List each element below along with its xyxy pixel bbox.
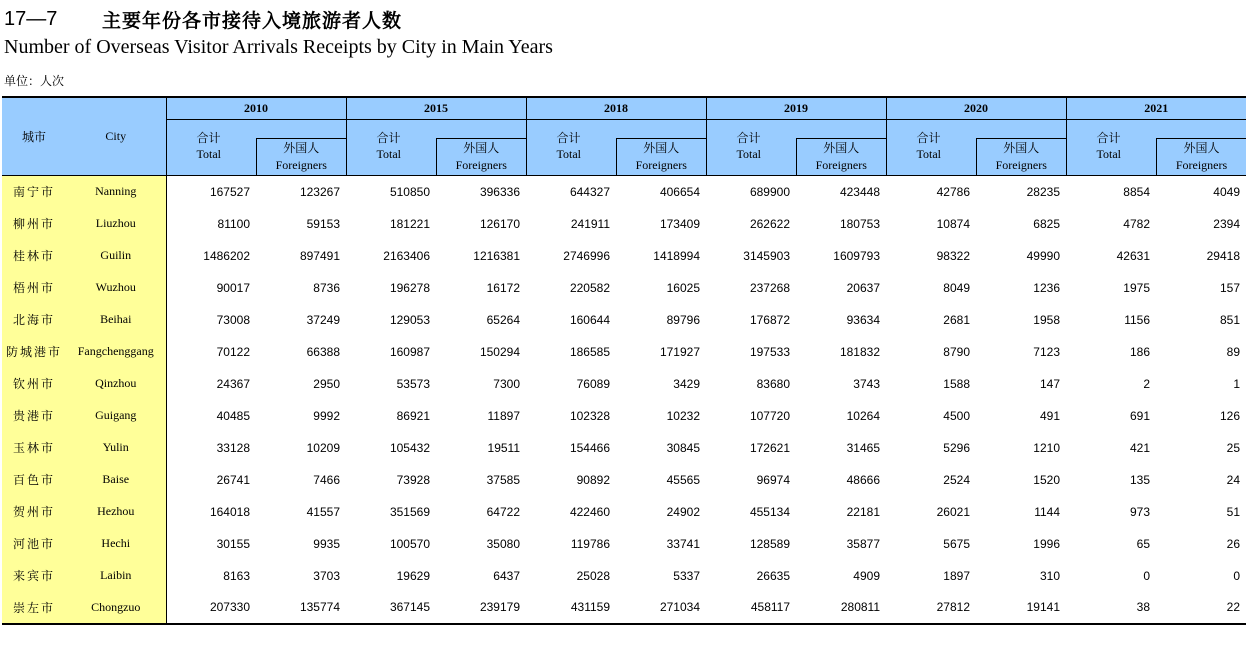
total-cell: 5675 bbox=[943, 536, 970, 551]
city-name-en: Beihai bbox=[66, 304, 166, 336]
foreigners-cell: 180753 bbox=[839, 216, 880, 231]
total-cell: 167527 bbox=[209, 184, 250, 199]
foreigners-cell: 30845 bbox=[666, 440, 700, 455]
foreigners-cell: 3743 bbox=[853, 376, 880, 391]
total-cell: 33128 bbox=[216, 440, 250, 455]
foreigners-cell: 3429 bbox=[673, 376, 700, 391]
city-name-en: Chongzuo bbox=[66, 592, 166, 624]
foreigners-cell: 19511 bbox=[487, 440, 520, 455]
total-cell: 237268 bbox=[749, 280, 790, 295]
unit-label: 单位：人次 bbox=[4, 74, 65, 88]
table-row bbox=[2, 560, 1246, 592]
foreigners-cell: 66388 bbox=[306, 344, 340, 359]
total-cell: 83680 bbox=[756, 376, 790, 391]
foreigners-cell: 9992 bbox=[313, 408, 340, 423]
total-cell: 3145903 bbox=[743, 248, 790, 263]
city-name-en: Yulin bbox=[66, 432, 166, 464]
foreigners-cell: 33741 bbox=[666, 536, 700, 551]
foreigners-cell: 24902 bbox=[666, 504, 700, 519]
foreigners-header-en: Foreigners bbox=[275, 158, 327, 172]
total-header-en: Total bbox=[196, 147, 221, 161]
total-cell: 689900 bbox=[749, 184, 790, 199]
total-cell: 2 bbox=[1143, 376, 1150, 391]
foreigners-cell: 16025 bbox=[666, 280, 700, 295]
total-cell: 691 bbox=[1129, 408, 1150, 423]
city-name-cn: 北海市 bbox=[2, 304, 66, 336]
foreigners-cell: 37585 bbox=[486, 472, 520, 487]
foreigners-header bbox=[616, 120, 706, 176]
city-name-cn: 崇左市 bbox=[2, 592, 66, 624]
foreigners-cell: 126 bbox=[1219, 408, 1240, 423]
total-cell: 96974 bbox=[756, 472, 790, 487]
foreigners-cell: 310 bbox=[1039, 568, 1060, 583]
total-header-cn: 合计 bbox=[556, 131, 581, 145]
year-header: 2019 bbox=[706, 97, 886, 120]
foreigners-cell: 126170 bbox=[479, 216, 520, 231]
total-header bbox=[706, 120, 796, 176]
total-cell: 24367 bbox=[216, 376, 250, 391]
table-row bbox=[2, 528, 1246, 560]
total-header-cn: 合计 bbox=[196, 131, 221, 145]
total-cell: 102328 bbox=[569, 408, 610, 423]
total-cell: 135 bbox=[1129, 472, 1150, 487]
total-cell: 90017 bbox=[216, 280, 250, 295]
foreigners-cell: 123267 bbox=[299, 184, 340, 199]
total-cell: 351569 bbox=[389, 504, 430, 519]
total-cell: 76089 bbox=[576, 376, 610, 391]
data-table bbox=[2, 96, 1246, 625]
city-name-cn: 钦州市 bbox=[2, 368, 66, 400]
city-name-cn: 南宁市 bbox=[2, 176, 66, 208]
foreigners-cell: 150294 bbox=[479, 344, 520, 359]
foreigners-cell: 93634 bbox=[846, 312, 880, 327]
total-cell: 455134 bbox=[749, 504, 790, 519]
foreigners-cell: 59153 bbox=[306, 216, 340, 231]
total-cell: 160644 bbox=[569, 312, 610, 327]
foreigners-cell: 65264 bbox=[486, 312, 520, 327]
total-header-en: Total bbox=[916, 147, 941, 161]
page-title bbox=[4, 4, 402, 34]
foreigners-cell: 147 bbox=[1039, 376, 1060, 391]
foreigners-cell: 3703 bbox=[313, 568, 340, 583]
foreigners-cell: 271034 bbox=[616, 592, 706, 624]
total-cell: 458117 bbox=[706, 592, 796, 624]
foreigners-cell: 10232 bbox=[666, 408, 700, 423]
table-number: 17—7 bbox=[4, 7, 58, 30]
total-cell: 26635 bbox=[756, 568, 790, 583]
total-cell: 1486202 bbox=[203, 248, 250, 263]
foreigners-cell: 280811 bbox=[796, 592, 886, 624]
city-name-en: Guigang bbox=[66, 400, 166, 432]
foreigners-cell: 423448 bbox=[839, 184, 880, 199]
foreigners-cell: 135774 bbox=[256, 592, 346, 624]
title-chinese: 主要年份各市接待入境旅游者人数 bbox=[102, 9, 403, 32]
city-name-en: Baise bbox=[66, 464, 166, 496]
foreigners-cell: 24 bbox=[1226, 472, 1240, 487]
foreigners-cell: 35877 bbox=[846, 536, 880, 551]
foreigners-cell: 2950 bbox=[313, 376, 340, 391]
foreigners-cell: 25 bbox=[1226, 440, 1240, 455]
foreigners-cell: 41557 bbox=[306, 504, 340, 519]
foreigners-header bbox=[976, 120, 1066, 176]
city-name-cn: 柳州市 bbox=[2, 208, 66, 240]
foreigners-cell: 171927 bbox=[659, 344, 700, 359]
total-cell: 207330 bbox=[166, 592, 256, 624]
table-row bbox=[2, 240, 1246, 272]
foreigners-cell: 11897 bbox=[487, 408, 520, 423]
total-header-en: Total bbox=[736, 147, 761, 161]
total-header-cn: 合计 bbox=[1096, 131, 1121, 145]
total-cell: 176872 bbox=[749, 312, 790, 327]
total-cell: 100570 bbox=[389, 536, 430, 551]
foreigners-cell: 897491 bbox=[299, 248, 340, 263]
foreigners-header-en: Foreigners bbox=[1175, 158, 1228, 172]
foreigners-header-cn: 外国人 bbox=[1003, 141, 1040, 155]
total-cell: 154466 bbox=[569, 440, 610, 455]
foreigners-cell: 89 bbox=[1226, 344, 1240, 359]
foreigners-header-en: Foreigners bbox=[815, 158, 867, 172]
total-cell: 86921 bbox=[396, 408, 430, 423]
total-cell: 5296 bbox=[943, 440, 970, 455]
foreigners-cell: 48666 bbox=[846, 472, 880, 487]
foreigners-cell: 26 bbox=[1226, 536, 1240, 551]
total-cell: 220582 bbox=[569, 280, 610, 295]
foreigners-header-en: Foreigners bbox=[455, 158, 507, 172]
total-cell: 644327 bbox=[569, 184, 610, 199]
total-cell: 26021 bbox=[936, 504, 970, 519]
total-cell: 2524 bbox=[943, 472, 970, 487]
total-cell: 2681 bbox=[943, 312, 970, 327]
total-cell: 262622 bbox=[749, 216, 790, 231]
foreigners-cell: 1210 bbox=[1033, 440, 1060, 455]
foreigners-cell: 28235 bbox=[1026, 184, 1060, 199]
total-cell: 70122 bbox=[216, 344, 250, 359]
year-header: 2020 bbox=[886, 97, 1066, 120]
total-header bbox=[886, 120, 976, 176]
total-cell: 8790 bbox=[943, 344, 970, 359]
foreigners-cell: 6437 bbox=[493, 568, 520, 583]
total-cell: 0 bbox=[1143, 568, 1150, 583]
foreigners-cell: 5337 bbox=[673, 568, 700, 583]
total-cell: 10874 bbox=[936, 216, 970, 231]
total-cell: 73928 bbox=[396, 472, 430, 487]
total-cell: 90892 bbox=[576, 472, 610, 487]
total-cell: 2163406 bbox=[383, 248, 430, 263]
foreigners-cell: 20637 bbox=[846, 280, 880, 295]
total-cell: 164018 bbox=[209, 504, 250, 519]
total-cell: 431159 bbox=[526, 592, 616, 624]
foreigners-cell: 1520 bbox=[1033, 472, 1060, 487]
total-cell: 81100 bbox=[217, 216, 250, 231]
total-cell: 241911 bbox=[570, 216, 610, 231]
city-name-en: Laibin bbox=[66, 560, 166, 592]
total-cell: 40485 bbox=[216, 408, 250, 423]
foreigners-cell: 2394 bbox=[1213, 216, 1240, 231]
table-body bbox=[2, 176, 1246, 624]
total-header-en: Total bbox=[376, 147, 401, 161]
city-name-cn: 防城港市 bbox=[2, 336, 66, 368]
sub-header-row bbox=[2, 120, 1246, 176]
city-name-cn: 百色市 bbox=[2, 464, 66, 496]
total-cell: 26741 bbox=[216, 472, 250, 487]
foreigners-header bbox=[1156, 120, 1246, 176]
total-cell: 8163 bbox=[223, 568, 250, 583]
total-cell: 128589 bbox=[749, 536, 790, 551]
city-name-cn: 来宾市 bbox=[2, 560, 66, 592]
year-header: 2021 bbox=[1066, 97, 1246, 120]
table-row bbox=[2, 592, 1246, 624]
city-name-cn: 梧州市 bbox=[2, 272, 66, 304]
table-row bbox=[2, 368, 1246, 400]
title-english: Number of Overseas Visitor Arrivals Receipts by City in Main Years bbox=[4, 36, 553, 58]
total-cell: 19629 bbox=[396, 568, 430, 583]
table-row bbox=[2, 400, 1246, 432]
total-cell: 119786 bbox=[570, 536, 610, 551]
foreigners-cell: 45565 bbox=[666, 472, 700, 487]
total-cell: 27812 bbox=[886, 592, 976, 624]
foreigners-header bbox=[796, 120, 886, 176]
total-cell: 186585 bbox=[569, 344, 610, 359]
foreigners-header-cn: 外国人 bbox=[643, 141, 680, 155]
foreigners-cell: 173409 bbox=[659, 216, 700, 231]
total-cell: 8049 bbox=[943, 280, 970, 295]
total-cell: 53573 bbox=[396, 376, 430, 391]
foreigners-cell: 406654 bbox=[659, 184, 700, 199]
total-cell: 42786 bbox=[936, 184, 970, 199]
foreigners-cell: 22181 bbox=[846, 504, 880, 519]
total-cell: 422460 bbox=[569, 504, 610, 519]
foreigners-cell: 491 bbox=[1039, 408, 1060, 423]
city-cn-header: 城市 bbox=[2, 97, 66, 176]
foreigners-cell: 16172 bbox=[486, 280, 520, 295]
foreigners-cell: 4909 bbox=[853, 568, 880, 583]
foreigners-cell: 8736 bbox=[313, 280, 340, 295]
total-cell: 421 bbox=[1129, 440, 1150, 455]
total-cell: 30155 bbox=[216, 536, 250, 551]
table-row bbox=[2, 464, 1246, 496]
total-header bbox=[526, 120, 616, 176]
table-row bbox=[2, 496, 1246, 528]
foreigners-header bbox=[256, 120, 346, 176]
total-cell: 160987 bbox=[389, 344, 430, 359]
city-name-cn: 贵港市 bbox=[2, 400, 66, 432]
city-name-cn: 玉林市 bbox=[2, 432, 66, 464]
foreigners-cell: 4049 bbox=[1213, 184, 1240, 199]
foreigners-header-cn: 外国人 bbox=[823, 141, 860, 155]
total-cell: 98322 bbox=[936, 248, 970, 263]
total-cell: 4782 bbox=[1123, 216, 1150, 231]
foreigners-header-cn: 外国人 bbox=[283, 141, 320, 155]
total-cell: 1156 bbox=[1124, 312, 1150, 327]
foreigners-cell: 1144 bbox=[1034, 504, 1060, 519]
total-cell: 38 bbox=[1066, 592, 1156, 624]
foreigners-header-cn: 外国人 bbox=[463, 141, 500, 155]
foreigners-header-cn: 外国人 bbox=[1183, 141, 1220, 155]
foreigners-cell: 29418 bbox=[1206, 248, 1240, 263]
foreigners-cell: 35080 bbox=[486, 536, 520, 551]
table-row bbox=[2, 272, 1246, 304]
foreigners-cell: 10264 bbox=[846, 408, 880, 423]
total-cell: 129053 bbox=[389, 312, 430, 327]
total-cell: 65 bbox=[1136, 536, 1150, 551]
foreigners-cell: 10209 bbox=[306, 440, 340, 455]
foreigners-cell: 0 bbox=[1233, 568, 1240, 583]
year-header: 2010 bbox=[166, 97, 346, 120]
foreigners-cell: 31465 bbox=[846, 440, 880, 455]
foreigners-header-en: Foreigners bbox=[635, 158, 687, 172]
foreigners-header bbox=[436, 120, 526, 176]
foreigners-cell: 22 bbox=[1156, 592, 1246, 624]
foreigners-cell: 181832 bbox=[839, 344, 880, 359]
total-header-cn: 合计 bbox=[736, 131, 761, 145]
foreigners-cell: 6825 bbox=[1033, 216, 1060, 231]
total-header-en: Total bbox=[556, 147, 581, 161]
foreigners-cell: 1216381 bbox=[473, 248, 520, 263]
table-row bbox=[2, 336, 1246, 368]
total-cell: 105432 bbox=[389, 440, 430, 455]
foreigners-cell: 1996 bbox=[1033, 536, 1060, 551]
city-name-en: Qinzhou bbox=[66, 368, 166, 400]
total-cell: 196278 bbox=[389, 280, 430, 295]
total-cell: 197533 bbox=[749, 344, 790, 359]
table-row bbox=[2, 304, 1246, 336]
total-cell: 186 bbox=[1129, 344, 1150, 359]
total-cell: 73008 bbox=[216, 312, 250, 327]
total-cell: 973 bbox=[1129, 504, 1150, 519]
foreigners-cell: 239179 bbox=[436, 592, 526, 624]
foreigners-cell: 19141 bbox=[976, 592, 1066, 624]
city-name-en: Wuzhou bbox=[66, 272, 166, 304]
total-cell: 510850 bbox=[389, 184, 430, 199]
foreigners-cell: 51 bbox=[1226, 504, 1240, 519]
total-cell: 367145 bbox=[346, 592, 436, 624]
table-row bbox=[2, 176, 1246, 208]
city-name-en: Fangchenggang bbox=[66, 336, 166, 368]
total-header-en: Total bbox=[1096, 147, 1121, 161]
foreigners-cell: 7123 bbox=[1033, 344, 1060, 359]
total-header bbox=[1066, 120, 1156, 176]
foreigners-cell: 157 bbox=[1219, 280, 1240, 295]
year-header: 2015 bbox=[346, 97, 526, 120]
total-cell: 1588 bbox=[943, 376, 970, 391]
total-header-cn: 合计 bbox=[916, 131, 941, 145]
total-cell: 1975 bbox=[1123, 280, 1150, 295]
city-name-en: Nanning bbox=[66, 176, 166, 208]
city-name-cn: 贺州市 bbox=[2, 496, 66, 528]
foreigners-cell: 1236 bbox=[1033, 280, 1060, 295]
total-cell: 107720 bbox=[749, 408, 790, 423]
foreigners-cell: 1418994 bbox=[653, 248, 700, 263]
city-name-cn: 桂林市 bbox=[2, 240, 66, 272]
total-cell: 1897 bbox=[943, 568, 970, 583]
total-cell: 25028 bbox=[576, 568, 610, 583]
total-cell: 172621 bbox=[749, 440, 790, 455]
foreigners-cell: 851 bbox=[1219, 312, 1240, 327]
total-cell: 181221 bbox=[389, 216, 430, 231]
foreigners-cell: 49990 bbox=[1026, 248, 1060, 263]
foreigners-cell: 7300 bbox=[493, 376, 520, 391]
foreigners-cell: 7466 bbox=[313, 472, 340, 487]
year-header-row bbox=[2, 97, 1246, 120]
foreigners-cell: 1958 bbox=[1033, 312, 1060, 327]
foreigners-cell: 1 bbox=[1233, 376, 1240, 391]
total-header bbox=[166, 120, 256, 176]
city-name-en: Hezhou bbox=[66, 496, 166, 528]
total-cell: 8854 bbox=[1123, 184, 1150, 199]
total-header-cn: 合计 bbox=[376, 131, 401, 145]
foreigners-header-en: Foreigners bbox=[995, 158, 1047, 172]
city-en-header: City bbox=[66, 97, 166, 176]
foreigners-cell: 37249 bbox=[306, 312, 340, 327]
foreigners-cell: 64722 bbox=[486, 504, 520, 519]
year-header: 2018 bbox=[526, 97, 706, 120]
total-header bbox=[346, 120, 436, 176]
foreigners-cell: 1609793 bbox=[833, 248, 880, 263]
table-row bbox=[2, 208, 1246, 240]
foreigners-cell: 396336 bbox=[479, 184, 520, 199]
foreigners-cell: 89796 bbox=[666, 312, 700, 327]
total-cell: 4500 bbox=[943, 408, 970, 423]
city-name-en: Liuzhou bbox=[66, 208, 166, 240]
total-cell: 2746996 bbox=[563, 248, 610, 263]
table-row bbox=[2, 432, 1246, 464]
city-name-en: Hechi bbox=[66, 528, 166, 560]
city-name-en: Guilin bbox=[66, 240, 166, 272]
city-name-cn: 河池市 bbox=[2, 528, 66, 560]
total-cell: 42631 bbox=[1116, 248, 1150, 263]
foreigners-cell: 9935 bbox=[313, 536, 340, 551]
